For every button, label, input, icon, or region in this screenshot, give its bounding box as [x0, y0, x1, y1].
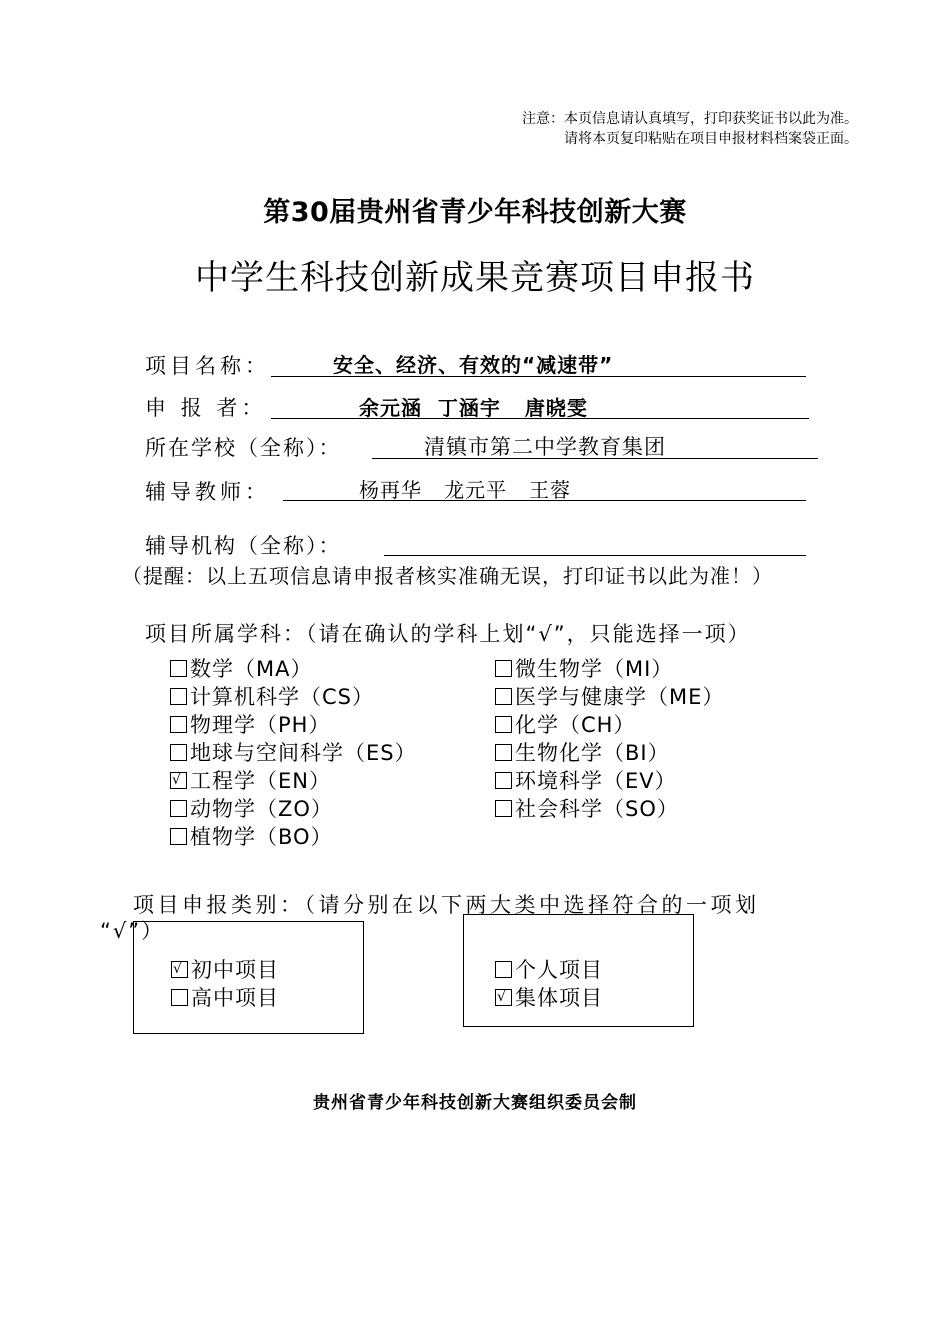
subject-option-es[interactable]: 地球与空间科学（ES）: [170, 738, 417, 766]
applicant-value: 余元涵 丁涵宇 唐晓雯: [359, 396, 588, 420]
project-name-label: 项目名称：: [145, 354, 270, 378]
subject-option-ma[interactable]: 数学（MA）: [170, 654, 417, 682]
category-label-line2: “√”）: [100, 919, 165, 943]
checkbox-icon[interactable]: [495, 744, 512, 761]
checkbox-icon[interactable]: [170, 800, 187, 817]
notice-line-1: 注意：本页信息请认真填写，打印获奖证书以此为准。: [522, 111, 858, 127]
subject-option-ph[interactable]: 物理学（PH）: [170, 710, 417, 738]
checkbox-icon[interactable]: [495, 660, 512, 677]
subject-option-bi[interactable]: 生物化学（BI）: [495, 738, 724, 766]
subject-option-cs[interactable]: 计算机科学（CS）: [170, 682, 417, 710]
checkbox-icon[interactable]: [495, 772, 512, 789]
school-level-box: [133, 921, 364, 1034]
subject-list-left: [170, 654, 417, 850]
checked-checkbox-icon[interactable]: [170, 772, 187, 789]
checked-checkbox-icon[interactable]: [495, 989, 512, 1006]
project-type-options: [495, 955, 603, 1011]
applicant-label: 申 报 者：: [145, 396, 267, 420]
project-type-box: [463, 914, 694, 1027]
competition-title: 第30届贵州省青少年科技创新大赛: [263, 197, 687, 228]
project-name-field[interactable]: [271, 346, 806, 377]
school-value: 清镇市第二中学教育集团: [424, 435, 666, 459]
category-label-line1: 项目申报类别：（请分别在以下两大类中选择符合的一项划: [133, 893, 760, 917]
checkbox-icon[interactable]: [495, 961, 512, 978]
subject-option-me[interactable]: 医学与健康学（ME）: [495, 682, 724, 710]
teacher-label: 辅导教师：: [145, 480, 270, 504]
school-label: 所在学校（全称）：: [145, 436, 342, 460]
checked-checkbox-icon[interactable]: [171, 961, 188, 978]
checkbox-icon[interactable]: [171, 989, 188, 1006]
checkbox-icon[interactable]: [495, 688, 512, 705]
reminder-text: （提醒：以上五项信息请申报者核实准确无误，打印证书以此为准！）: [122, 564, 773, 588]
level-option-senior[interactable]: 高中项目: [171, 983, 279, 1011]
subject-option-zo[interactable]: 动物学（ZO）: [170, 794, 417, 822]
institution-label: 辅导机构（全称）：: [145, 534, 342, 558]
subject-option-ch[interactable]: 化学（CH）: [495, 710, 724, 738]
checkbox-icon[interactable]: [170, 828, 187, 845]
subject-list-right: [495, 654, 724, 822]
subject-option-en[interactable]: √ 工程学（EN）: [170, 766, 417, 794]
subject-option-bo[interactable]: 植物学（BO）: [170, 822, 417, 850]
subject-option-so[interactable]: 社会科学（SO）: [495, 794, 724, 822]
checkbox-icon[interactable]: [170, 660, 187, 677]
subject-option-mi[interactable]: 微生物学（MI）: [495, 654, 724, 682]
checkbox-icon[interactable]: [170, 716, 187, 733]
school-level-options: [171, 955, 279, 1011]
subject-label: 项目所属学科：（请在确认的学科上划“√”，只能选择一项）: [145, 622, 751, 646]
teacher-field[interactable]: [283, 470, 806, 501]
type-option-individual[interactable]: 个人项目: [495, 955, 603, 983]
applicant-field[interactable]: [271, 388, 809, 419]
school-field[interactable]: [372, 428, 818, 459]
checkbox-icon[interactable]: [170, 744, 187, 761]
type-option-group[interactable]: √ 集体项目: [495, 983, 603, 1011]
form-title: 中学生科技创新成果竞赛项目申报书: [195, 258, 755, 298]
organizer-footer: 贵州省青少年科技创新大赛组织委员会制: [313, 1093, 637, 1113]
checkbox-icon[interactable]: [495, 716, 512, 733]
subject-option-ev[interactable]: 环境科学（EV）: [495, 766, 724, 794]
checkbox-icon[interactable]: [495, 800, 512, 817]
institution-field[interactable]: [384, 525, 806, 556]
project-name-value: 安全、经济、有效的“减速带”: [333, 353, 614, 377]
level-option-junior[interactable]: √ 初中项目: [171, 955, 279, 983]
teacher-value: 杨再华 龙元平 王蓉: [359, 478, 572, 502]
checkbox-icon[interactable]: [170, 688, 187, 705]
notice-line-2: 请将本页复印粘贴在项目申报材料档案袋正面。: [564, 131, 858, 147]
